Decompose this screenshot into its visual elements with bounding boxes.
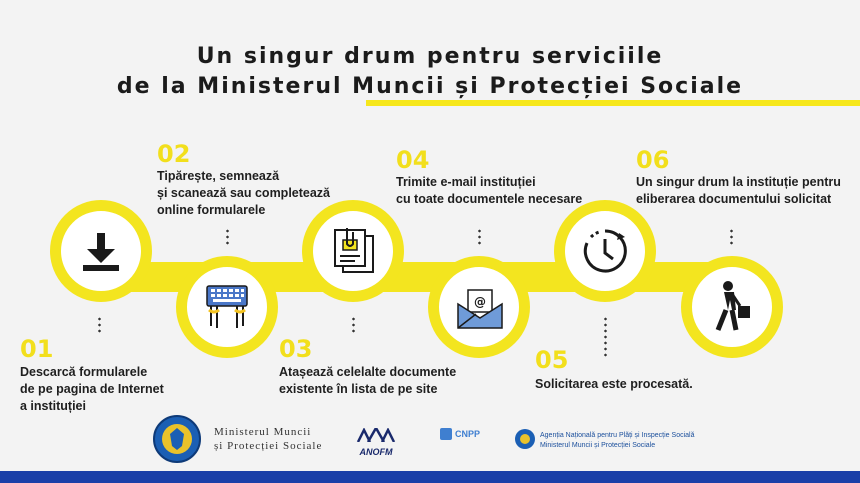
step-03-number: 03	[279, 335, 313, 363]
ministry-logo-text: Ministerul Muncii și Protecției Sociale	[214, 426, 323, 452]
anpis-logo-icon	[514, 428, 536, 450]
title-line-1: Un singur drum pentru serviciile	[196, 44, 664, 69]
email-envelope-icon	[456, 288, 504, 330]
step-04-text: Trimite e-mail instituției cu toate documentele necesare	[396, 175, 583, 206]
step-02-text: Tipărește, semnează și scanează sau completează online formularele	[157, 169, 331, 217]
title-line-2: de la Ministerul Muncii și Protecției Sociale	[116, 74, 744, 99]
connector-dots-06	[730, 228, 733, 246]
clock-icon	[581, 227, 629, 275]
download-icon	[79, 229, 123, 273]
step-01-number: 01	[20, 335, 54, 363]
anpis-logo-text: Agenția Națională pentru Plăți și Inspecție Socială Ministerul Muncii și Protecției Sociale	[540, 432, 695, 449]
walking-person-icon	[710, 280, 754, 334]
step-01-text: Descarcă formularele de pe pagina de Internet a instituției	[20, 365, 164, 413]
anofm-figures-icon	[354, 428, 398, 442]
connector-dots-04	[478, 228, 481, 246]
documents-attach-icon	[331, 226, 377, 276]
step-05-text: Solicitarea este procesată.	[535, 377, 693, 391]
anofm-logo: ANOFM	[354, 428, 398, 452]
step-05-number: 05	[535, 346, 569, 374]
cnpp-mark-icon	[440, 428, 452, 440]
connector-dots-05	[604, 316, 607, 358]
typing-keyboard-icon	[203, 284, 251, 330]
step-06-text: Un singur drum la instituție pentru eliberarea documentului solicitat	[636, 175, 841, 206]
svg-text:@: @	[474, 295, 486, 309]
cnpp-logo: CNPP	[440, 428, 480, 440]
step-02-number: 02	[157, 140, 191, 168]
step-03-text: Atașează celelalte documente existente în lista de pe site	[279, 365, 457, 396]
footer-bar	[0, 471, 860, 483]
government-seal-logo	[152, 414, 202, 464]
connector-dots-02	[226, 228, 229, 246]
connector-dots-03	[352, 316, 355, 334]
step-04-number: 04	[396, 146, 430, 174]
step-06-number: 06	[636, 146, 670, 174]
connector-dots-01	[98, 316, 101, 334]
